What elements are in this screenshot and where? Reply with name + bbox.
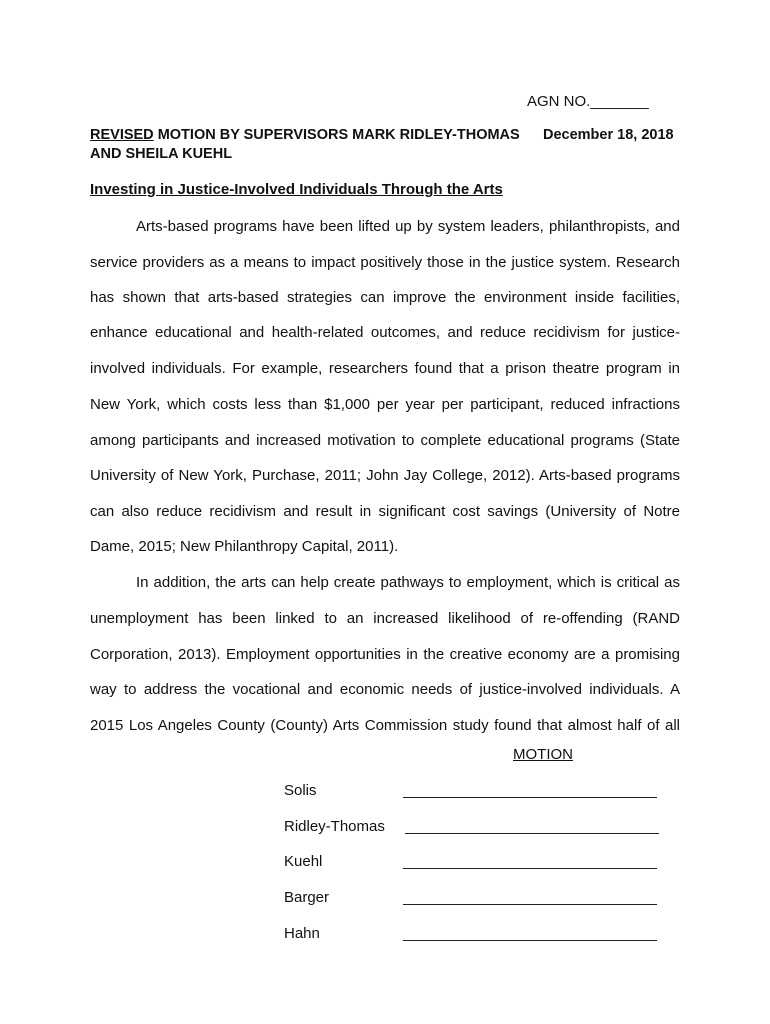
- vote-name-ridley-thomas: Ridley-Thomas: [284, 818, 385, 835]
- body-line: way to address the vocational and economic needs of justice-involved individuals. A: [90, 681, 680, 698]
- vote-name-hahn: Hahn: [284, 925, 320, 942]
- motion-date: December 18, 2018: [543, 127, 674, 143]
- agenda-number: AGN NO._______: [527, 93, 649, 110]
- body-line: University of New York, Purchase, 2011; John Jay College, 2012). Arts-based programs: [90, 467, 680, 484]
- body-line: In addition, the arts can help create pathways to employment, which is critical as: [136, 574, 680, 591]
- body-line: enhance educational and health-related outcomes, and reduce recidivism for justice-: [90, 324, 680, 341]
- body-line: among participants and increased motivation to complete educational programs (State: [90, 432, 680, 449]
- body-line: New York, which costs less than $1,000 per year per participant, reduced infractions: [90, 396, 680, 413]
- body-line: has shown that arts-based strategies can improve the environment inside facilities,: [90, 289, 680, 306]
- body-line: involved individuals. For example, researchers found that a prison theatre program in: [90, 360, 680, 377]
- body-line: unemployment has been linked to an increased likelihood of re-offending (RAND: [90, 610, 680, 627]
- vote-line-barger[interactable]: [403, 904, 657, 905]
- vote-line-solis[interactable]: [403, 797, 657, 798]
- vote-name-kuehl: Kuehl: [284, 853, 323, 870]
- body-line: service providers as a means to impact positively those in the justice system. Research: [90, 254, 680, 271]
- body-line: Dame, 2015; New Philanthropy Capital, 2011).: [90, 538, 399, 555]
- vote-line-hahn[interactable]: [403, 940, 657, 941]
- vote-name-barger: Barger: [284, 889, 330, 906]
- document-title: Investing in Justice-Involved Individuals Through the Arts: [90, 181, 503, 198]
- vote-line-ridley-thomas[interactable]: [405, 833, 659, 834]
- motion-header-line2: AND SHEILA KUEHL: [90, 146, 233, 162]
- motion-by-text: MOTION BY SUPERVISORS MARK RIDLEY-THOMAS: [153, 127, 520, 143]
- body-line: Corporation, 2013). Employment opportunities in the creative economy are a promising: [90, 646, 680, 663]
- vote-name-solis: Solis: [284, 782, 317, 799]
- body-line: Arts-based programs have been lifted up by system leaders, philanthropists, and: [136, 218, 680, 235]
- body-line: can also reduce recidivism and result in significant cost savings (University of Notre: [90, 503, 680, 520]
- motion-label: MOTION: [513, 746, 573, 763]
- motion-header-line1: [90, 127, 520, 143]
- vote-line-kuehl[interactable]: [403, 868, 657, 869]
- body-line: 2015 Los Angeles County (County) Arts Commission study found that almost half of all: [90, 717, 680, 734]
- revised-label: REVISED: [90, 127, 154, 143]
